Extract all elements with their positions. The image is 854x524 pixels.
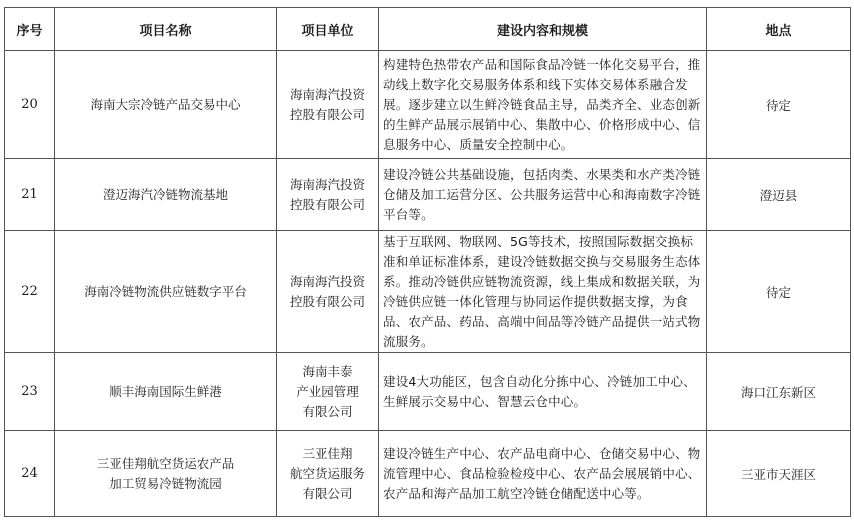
name-text: 三亚佳翔航空货运农产品 加工贸易冷链物流园	[96, 455, 235, 491]
cell-location: 澄迈县	[707, 159, 851, 231]
header-row	[5, 8, 851, 51]
name-text: 海南冷链物流供应链数字平台	[84, 283, 247, 299]
cell-no: 22	[5, 231, 55, 353]
table-row	[5, 51, 851, 159]
unit-text: 海南丰泰 产业园管理 有限公司	[296, 363, 359, 419]
header-unit: 项目单位	[277, 8, 379, 51]
table-row	[5, 159, 851, 231]
name-text: 海南大宗冷链产品交易中心	[90, 96, 241, 112]
cell-location: 待定	[707, 231, 851, 353]
cell-no: 23	[5, 353, 55, 431]
cell-name	[55, 51, 277, 159]
cell-name	[55, 353, 277, 431]
cell-name	[55, 159, 277, 231]
header-no: 序号	[5, 8, 55, 51]
cell-unit	[277, 231, 379, 353]
cell-name	[55, 231, 277, 353]
cell-content: 构建特色热带农产品和国际食品冷链一体化交易平台，推动线上数字化交易服务体系和线下实体交易体系融合发展。逐步建立以生鲜冷链食品主导，品类齐全、业态创新的生鲜产品展示展销中心、集散中心、价格形成中心、信息服务中心、质量安全控制中心。	[379, 51, 707, 159]
cell-unit	[277, 353, 379, 431]
cell-unit	[277, 159, 379, 231]
cell-location: 海口江东新区	[707, 353, 851, 431]
cell-unit	[277, 51, 379, 159]
cell-content: 建设冷链生产中心、农产品电商中心、仓储交易中心、物流管理中心、食品检验检疫中心、农产品会展展销中心、农产品和海产品加工航空冷链仓储配送中心等。	[379, 431, 707, 517]
table-row	[5, 353, 851, 431]
cell-content: 建设4大功能区，包含自动化分拣中心、冷链加工中心、生鲜展示交易中心、智慧云仓中心。	[379, 353, 707, 431]
cell-content: 基于互联网、物联网、5G等技术，按照国际数据交换标准和单证标准体系，建设冷链数据交换与交易服务生态体系。推动冷链供应链物流资源，线上集成和数据关联，为冷链供应链一体化管理与协同运作提供数据支撑，为食品、农产品、药品、高端中间品等冷链产品提供一站式物流服务。	[379, 231, 707, 353]
name-text: 澄迈海汽冷链物流基地	[102, 186, 228, 202]
cell-content: 建设冷链公共基础设施，包括肉类、水果类和水产类冷链仓储及加工运营分区、公共服务运营中心和海南数字冷链平台等。	[379, 159, 707, 231]
table-row	[5, 431, 851, 517]
cell-location: 待定	[707, 51, 851, 159]
unit-text: 海南海汽投资 控股有限公司	[289, 176, 365, 212]
header-content: 建设内容和规模	[379, 8, 707, 51]
cell-location: 三亚市天涯区	[707, 431, 851, 517]
header-name: 项目名称	[55, 8, 277, 51]
project-table	[4, 7, 851, 517]
unit-text: 海南海汽投资 控股有限公司	[289, 273, 365, 309]
table-row	[5, 231, 851, 353]
cell-no: 20	[5, 51, 55, 159]
unit-text: 三亚佳翔 航空货运服务 有限公司	[289, 445, 365, 501]
header-location: 地点	[707, 8, 851, 51]
cell-unit	[277, 431, 379, 517]
cell-name	[55, 431, 277, 517]
unit-text: 海南海汽投资 控股有限公司	[289, 86, 365, 122]
cell-no: 24	[5, 431, 55, 517]
name-text: 顺丰海南国际生鲜港	[109, 383, 222, 399]
cell-no: 21	[5, 159, 55, 231]
